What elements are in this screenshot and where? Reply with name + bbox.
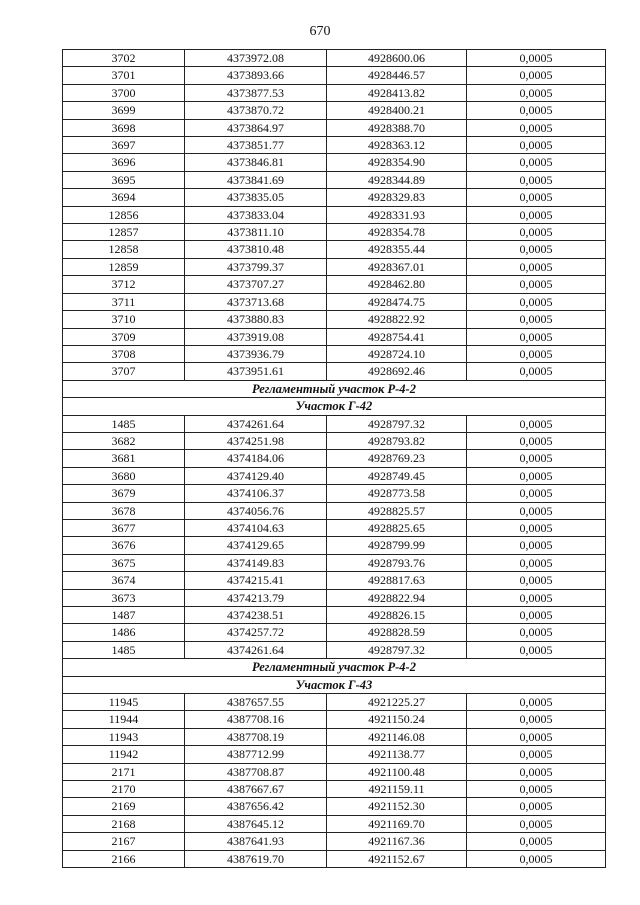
- accuracy-cell: 0,0005: [467, 833, 606, 850]
- table-row: [63, 206, 606, 223]
- x-coordinate-cell: 4373841.69: [185, 171, 327, 188]
- y-coordinate-cell: 4921150.24: [327, 711, 467, 728]
- point-number-cell: 1487: [63, 607, 185, 624]
- x-coordinate-cell: 4374261.64: [185, 415, 327, 432]
- accuracy-cell: 0,0005: [467, 781, 606, 798]
- y-coordinate-cell: 4921146.08: [327, 728, 467, 745]
- y-coordinate-cell: 4928799.99: [327, 537, 467, 554]
- section-heading-row: [63, 676, 606, 693]
- point-number-cell: 2167: [63, 833, 185, 850]
- plot-heading: Участок Г-42: [63, 398, 606, 415]
- table-row: [63, 554, 606, 571]
- point-number-cell: 11945: [63, 694, 185, 711]
- point-number-cell: 1485: [63, 641, 185, 658]
- y-coordinate-cell: 4928797.32: [327, 641, 467, 658]
- point-number-cell: 2170: [63, 781, 185, 798]
- accuracy-cell: 0,0005: [467, 154, 606, 171]
- table-row: [63, 833, 606, 850]
- y-coordinate-cell: 4928446.57: [327, 67, 467, 84]
- table-row: [63, 363, 606, 380]
- x-coordinate-cell: 4374184.06: [185, 450, 327, 467]
- table-row: [63, 328, 606, 345]
- accuracy-cell: 0,0005: [467, 102, 606, 119]
- x-coordinate-cell: 4373951.61: [185, 363, 327, 380]
- table-row: [63, 258, 606, 275]
- table-row: [63, 589, 606, 606]
- point-number-cell: 12856: [63, 206, 185, 223]
- table-row: [63, 607, 606, 624]
- table-row: [63, 502, 606, 519]
- table-row: [63, 119, 606, 136]
- x-coordinate-cell: 4374238.51: [185, 607, 327, 624]
- point-number-cell: 11944: [63, 711, 185, 728]
- point-number-cell: 3682: [63, 432, 185, 449]
- accuracy-cell: 0,0005: [467, 258, 606, 275]
- accuracy-cell: 0,0005: [467, 728, 606, 745]
- x-coordinate-cell: 4373864.97: [185, 119, 327, 136]
- point-number-cell: 1486: [63, 624, 185, 641]
- y-coordinate-cell: 4928413.82: [327, 84, 467, 101]
- accuracy-cell: 0,0005: [467, 467, 606, 484]
- y-coordinate-cell: 4921152.30: [327, 798, 467, 815]
- table-row: [63, 84, 606, 101]
- x-coordinate-cell: 4373919.08: [185, 328, 327, 345]
- table-row: [63, 311, 606, 328]
- x-coordinate-cell: 4387656.42: [185, 798, 327, 815]
- section-heading-row: [63, 380, 606, 397]
- x-coordinate-cell: 4387657.55: [185, 694, 327, 711]
- y-coordinate-cell: 4928367.01: [327, 258, 467, 275]
- y-coordinate-cell: 4928769.23: [327, 450, 467, 467]
- x-coordinate-cell: 4387708.19: [185, 728, 327, 745]
- accuracy-cell: 0,0005: [467, 624, 606, 641]
- x-coordinate-cell: 4373870.72: [185, 102, 327, 119]
- accuracy-cell: 0,0005: [467, 224, 606, 241]
- point-number-cell: 2168: [63, 815, 185, 832]
- accuracy-cell: 0,0005: [467, 119, 606, 136]
- accuracy-cell: 0,0005: [467, 763, 606, 780]
- point-number-cell: 3702: [63, 50, 185, 67]
- y-coordinate-cell: 4921152.67: [327, 850, 467, 867]
- point-number-cell: 3699: [63, 102, 185, 119]
- accuracy-cell: 0,0005: [467, 206, 606, 223]
- accuracy-cell: 0,0005: [467, 798, 606, 815]
- accuracy-cell: 0,0005: [467, 345, 606, 362]
- point-number-cell: 3675: [63, 554, 185, 571]
- y-coordinate-cell: 4928329.83: [327, 189, 467, 206]
- table-row: [63, 450, 606, 467]
- y-coordinate-cell: 4928822.92: [327, 311, 467, 328]
- accuracy-cell: 0,0005: [467, 694, 606, 711]
- y-coordinate-cell: 4928749.45: [327, 467, 467, 484]
- accuracy-cell: 0,0005: [467, 746, 606, 763]
- point-number-cell: 3712: [63, 276, 185, 293]
- accuracy-cell: 0,0005: [467, 415, 606, 432]
- point-number-cell: 3695: [63, 171, 185, 188]
- x-coordinate-cell: 4374056.76: [185, 502, 327, 519]
- point-number-cell: 3679: [63, 485, 185, 502]
- point-number-cell: 3709: [63, 328, 185, 345]
- point-number-cell: 1485: [63, 415, 185, 432]
- y-coordinate-cell: 4921138.77: [327, 746, 467, 763]
- table-row: [63, 50, 606, 67]
- table-row: [63, 154, 606, 171]
- table-row: [63, 711, 606, 728]
- point-number-cell: 2171: [63, 763, 185, 780]
- y-coordinate-cell: 4921100.48: [327, 763, 467, 780]
- table-row: [63, 641, 606, 658]
- table-row: [63, 694, 606, 711]
- table-row: [63, 102, 606, 119]
- y-coordinate-cell: 4928825.57: [327, 502, 467, 519]
- point-number-cell: 3678: [63, 502, 185, 519]
- point-number-cell: 3677: [63, 519, 185, 536]
- table-row: [63, 485, 606, 502]
- point-number-cell: 3711: [63, 293, 185, 310]
- y-coordinate-cell: 4921159.11: [327, 781, 467, 798]
- point-number-cell: 11942: [63, 746, 185, 763]
- accuracy-cell: 0,0005: [467, 850, 606, 867]
- y-coordinate-cell: 4928828.59: [327, 624, 467, 641]
- x-coordinate-cell: 4387645.12: [185, 815, 327, 832]
- x-coordinate-cell: 4374261.64: [185, 641, 327, 658]
- y-coordinate-cell: 4928773.58: [327, 485, 467, 502]
- point-number-cell: 11943: [63, 728, 185, 745]
- point-number-cell: 3696: [63, 154, 185, 171]
- y-coordinate-cell: 4921169.70: [327, 815, 467, 832]
- point-number-cell: 3708: [63, 345, 185, 362]
- x-coordinate-cell: 4374215.41: [185, 572, 327, 589]
- section-heading-row: [63, 659, 606, 676]
- y-coordinate-cell: 4928797.32: [327, 415, 467, 432]
- point-number-cell: 2169: [63, 798, 185, 815]
- table-row: [63, 537, 606, 554]
- y-coordinate-cell: 4921167.36: [327, 833, 467, 850]
- accuracy-cell: 0,0005: [467, 502, 606, 519]
- x-coordinate-cell: 4373972.08: [185, 50, 327, 67]
- y-coordinate-cell: 4928354.90: [327, 154, 467, 171]
- y-coordinate-cell: 4928724.10: [327, 345, 467, 362]
- x-coordinate-cell: 4374106.37: [185, 485, 327, 502]
- accuracy-cell: 0,0005: [467, 485, 606, 502]
- table-row: [63, 624, 606, 641]
- x-coordinate-cell: 4387712.99: [185, 746, 327, 763]
- y-coordinate-cell: 4921225.27: [327, 694, 467, 711]
- x-coordinate-cell: 4387708.16: [185, 711, 327, 728]
- table-row: [63, 763, 606, 780]
- x-coordinate-cell: 4373799.37: [185, 258, 327, 275]
- accuracy-cell: 0,0005: [467, 519, 606, 536]
- accuracy-cell: 0,0005: [467, 450, 606, 467]
- point-number-cell: 3680: [63, 467, 185, 484]
- x-coordinate-cell: 4374129.65: [185, 537, 327, 554]
- y-coordinate-cell: 4928817.63: [327, 572, 467, 589]
- x-coordinate-cell: 4373707.27: [185, 276, 327, 293]
- accuracy-cell: 0,0005: [467, 607, 606, 624]
- x-coordinate-cell: 4373833.04: [185, 206, 327, 223]
- y-coordinate-cell: 4928462.80: [327, 276, 467, 293]
- regulatory-area-heading: Регламентный участок Р-4-2: [63, 659, 606, 676]
- table-row: [63, 432, 606, 449]
- accuracy-cell: 0,0005: [467, 311, 606, 328]
- table-row: [63, 781, 606, 798]
- point-number-cell: 3707: [63, 363, 185, 380]
- accuracy-cell: 0,0005: [467, 589, 606, 606]
- x-coordinate-cell: 4373851.77: [185, 137, 327, 154]
- coordinates-table-body: [63, 50, 606, 868]
- point-number-cell: 12857: [63, 224, 185, 241]
- table-row: [63, 224, 606, 241]
- y-coordinate-cell: 4928793.76: [327, 554, 467, 571]
- point-number-cell: 3698: [63, 119, 185, 136]
- table-row: [63, 189, 606, 206]
- section-heading-row: [63, 398, 606, 415]
- y-coordinate-cell: 4928388.70: [327, 119, 467, 136]
- table-row: [63, 171, 606, 188]
- y-coordinate-cell: 4928793.82: [327, 432, 467, 449]
- point-number-cell: 3694: [63, 189, 185, 206]
- point-number-cell: 3700: [63, 84, 185, 101]
- y-coordinate-cell: 4928355.44: [327, 241, 467, 258]
- table-row: [63, 345, 606, 362]
- y-coordinate-cell: 4928331.93: [327, 206, 467, 223]
- accuracy-cell: 0,0005: [467, 815, 606, 832]
- accuracy-cell: 0,0005: [467, 537, 606, 554]
- table-row: [63, 746, 606, 763]
- x-coordinate-cell: 4373713.68: [185, 293, 327, 310]
- table-row: [63, 67, 606, 84]
- table-row: [63, 293, 606, 310]
- y-coordinate-cell: 4928825.65: [327, 519, 467, 536]
- page-number: 670: [309, 24, 331, 39]
- y-coordinate-cell: 4928354.78: [327, 224, 467, 241]
- x-coordinate-cell: 4373835.05: [185, 189, 327, 206]
- accuracy-cell: 0,0005: [467, 363, 606, 380]
- x-coordinate-cell: 4373811.10: [185, 224, 327, 241]
- accuracy-cell: 0,0005: [467, 328, 606, 345]
- y-coordinate-cell: 4928363.12: [327, 137, 467, 154]
- plot-heading: Участок Г-43: [63, 676, 606, 693]
- y-coordinate-cell: 4928474.75: [327, 293, 467, 310]
- point-number-cell: 12859: [63, 258, 185, 275]
- x-coordinate-cell: 4374251.98: [185, 432, 327, 449]
- accuracy-cell: 0,0005: [467, 572, 606, 589]
- accuracy-cell: 0,0005: [467, 189, 606, 206]
- x-coordinate-cell: 4387708.87: [185, 763, 327, 780]
- x-coordinate-cell: 4374213.79: [185, 589, 327, 606]
- y-coordinate-cell: 4928692.46: [327, 363, 467, 380]
- x-coordinate-cell: 4374129.40: [185, 467, 327, 484]
- point-number-cell: 3681: [63, 450, 185, 467]
- point-number-cell: 12858: [63, 241, 185, 258]
- point-number-cell: 3701: [63, 67, 185, 84]
- table-row: [63, 728, 606, 745]
- accuracy-cell: 0,0005: [467, 276, 606, 293]
- x-coordinate-cell: 4387641.93: [185, 833, 327, 850]
- y-coordinate-cell: 4928344.89: [327, 171, 467, 188]
- table-row: [63, 572, 606, 589]
- table-row: [63, 467, 606, 484]
- table-row: [63, 241, 606, 258]
- point-number-cell: 3674: [63, 572, 185, 589]
- accuracy-cell: 0,0005: [467, 171, 606, 188]
- x-coordinate-cell: 4387667.67: [185, 781, 327, 798]
- accuracy-cell: 0,0005: [467, 641, 606, 658]
- x-coordinate-cell: 4387619.70: [185, 850, 327, 867]
- y-coordinate-cell: 4928754.41: [327, 328, 467, 345]
- table-row: [63, 798, 606, 815]
- accuracy-cell: 0,0005: [467, 293, 606, 310]
- y-coordinate-cell: 4928826.15: [327, 607, 467, 624]
- x-coordinate-cell: 4374149.83: [185, 554, 327, 571]
- accuracy-cell: 0,0005: [467, 711, 606, 728]
- x-coordinate-cell: 4374104.63: [185, 519, 327, 536]
- accuracy-cell: 0,0005: [467, 67, 606, 84]
- regulatory-area-heading: Регламентный участок Р-4-2: [63, 380, 606, 397]
- table-row: [63, 137, 606, 154]
- x-coordinate-cell: 4373877.53: [185, 84, 327, 101]
- point-number-cell: 3697: [63, 137, 185, 154]
- accuracy-cell: 0,0005: [467, 432, 606, 449]
- table-row: [63, 415, 606, 432]
- x-coordinate-cell: 4373893.66: [185, 67, 327, 84]
- accuracy-cell: 0,0005: [467, 554, 606, 571]
- y-coordinate-cell: 4928400.21: [327, 102, 467, 119]
- accuracy-cell: 0,0005: [467, 241, 606, 258]
- x-coordinate-cell: 4373936.79: [185, 345, 327, 362]
- x-coordinate-cell: 4373880.83: [185, 311, 327, 328]
- x-coordinate-cell: 4374257.72: [185, 624, 327, 641]
- point-number-cell: 3710: [63, 311, 185, 328]
- x-coordinate-cell: 4373810.48: [185, 241, 327, 258]
- y-coordinate-cell: 4928600.06: [327, 50, 467, 67]
- point-number-cell: 3676: [63, 537, 185, 554]
- table-row: [63, 815, 606, 832]
- accuracy-cell: 0,0005: [467, 137, 606, 154]
- accuracy-cell: 0,0005: [467, 84, 606, 101]
- table-row: [63, 519, 606, 536]
- point-number-cell: 2166: [63, 850, 185, 867]
- table-row: [63, 276, 606, 293]
- point-number-cell: 3673: [63, 589, 185, 606]
- y-coordinate-cell: 4928822.94: [327, 589, 467, 606]
- x-coordinate-cell: 4373846.81: [185, 154, 327, 171]
- accuracy-cell: 0,0005: [467, 50, 606, 67]
- table-row: [63, 850, 606, 867]
- coordinates-table: [62, 49, 606, 868]
